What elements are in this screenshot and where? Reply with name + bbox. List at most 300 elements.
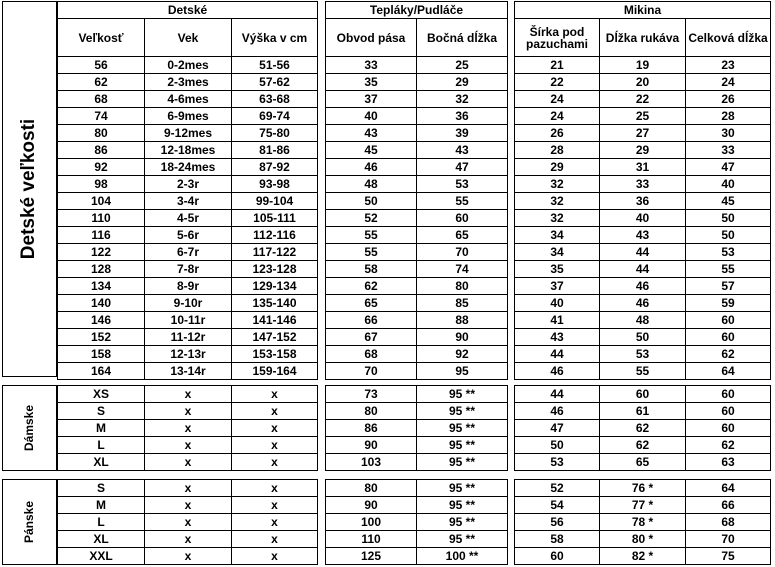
table-cell: 105-111 bbox=[232, 210, 318, 227]
rukav-header: Dĺžka rukáva bbox=[600, 19, 686, 57]
kids-teplaky-table bbox=[325, 1, 507, 380]
table-cell: 100 ** bbox=[417, 548, 508, 565]
kids-detske-body bbox=[58, 57, 318, 380]
table-cell: 35 bbox=[326, 74, 417, 91]
table-cell: M bbox=[58, 497, 145, 514]
table-cell: 78 * bbox=[600, 514, 686, 531]
table-cell: 50 bbox=[600, 329, 686, 346]
table-cell: 64 bbox=[686, 480, 771, 497]
table-cell: 47 bbox=[515, 420, 600, 437]
table-cell: 57 bbox=[686, 278, 771, 295]
table-row bbox=[58, 159, 318, 176]
table-cell: 34 bbox=[515, 227, 600, 244]
women-teplaky-body bbox=[326, 386, 508, 471]
table-cell: 45 bbox=[326, 142, 417, 159]
table-cell: x bbox=[232, 403, 318, 420]
table-cell: 43 bbox=[326, 125, 417, 142]
women-side-label-cell bbox=[2, 385, 57, 471]
table-row bbox=[58, 420, 318, 437]
table-cell: 46 bbox=[326, 159, 417, 176]
table-cell: 146 bbox=[58, 312, 145, 329]
table-cell: 44 bbox=[515, 346, 600, 363]
table-row bbox=[58, 480, 318, 497]
table-row bbox=[58, 531, 318, 548]
table-cell: 51-56 bbox=[232, 57, 318, 74]
table-cell: 25 bbox=[417, 57, 508, 74]
table-cell: 30 bbox=[686, 125, 771, 142]
kids-teplaky-body bbox=[326, 57, 508, 380]
table-cell: 88 bbox=[417, 312, 508, 329]
table-row bbox=[58, 142, 318, 159]
table-cell: 32 bbox=[515, 210, 600, 227]
table-row bbox=[326, 480, 508, 497]
table-cell: 39 bbox=[417, 125, 508, 142]
table-cell: 8-9r bbox=[145, 278, 232, 295]
table-cell: 76 * bbox=[600, 480, 686, 497]
table-cell: x bbox=[145, 531, 232, 548]
table-row bbox=[326, 363, 508, 380]
table-cell: XL bbox=[58, 531, 145, 548]
table-cell: 153-158 bbox=[232, 346, 318, 363]
table-cell: 55 bbox=[686, 261, 771, 278]
table-row bbox=[326, 420, 508, 437]
table-cell: XXL bbox=[58, 548, 145, 565]
table-cell: 64 bbox=[686, 363, 771, 380]
table-cell: 0-2mes bbox=[145, 57, 232, 74]
table-row bbox=[326, 531, 508, 548]
table-row bbox=[58, 210, 318, 227]
table-cell: 90 bbox=[326, 437, 417, 454]
table-cell: 86 bbox=[58, 142, 145, 159]
table-cell: 48 bbox=[600, 312, 686, 329]
table-row bbox=[326, 125, 508, 142]
table-row bbox=[58, 108, 318, 125]
table-cell: 75 bbox=[686, 548, 771, 565]
table-cell: 95 ** bbox=[417, 531, 508, 548]
table-cell: 60 bbox=[686, 312, 771, 329]
table-cell: 12-13r bbox=[145, 346, 232, 363]
table-cell: 21 bbox=[515, 57, 600, 74]
table-cell: x bbox=[145, 497, 232, 514]
table-cell: 122 bbox=[58, 244, 145, 261]
table-cell: 152 bbox=[58, 329, 145, 346]
table-cell: x bbox=[232, 548, 318, 565]
table-cell: 70 bbox=[686, 531, 771, 548]
table-cell: 68 bbox=[58, 91, 145, 108]
table-cell: 68 bbox=[686, 514, 771, 531]
table-row bbox=[326, 91, 508, 108]
table-cell: 20 bbox=[600, 74, 686, 91]
table-cell: x bbox=[232, 497, 318, 514]
kids-mikina-body bbox=[515, 57, 771, 380]
table-cell: 140 bbox=[58, 295, 145, 312]
table-cell: 3-4r bbox=[145, 193, 232, 210]
women-mikina-table bbox=[514, 385, 770, 471]
table-cell: 53 bbox=[515, 454, 600, 471]
table-cell: 87-92 bbox=[232, 159, 318, 176]
table-cell: x bbox=[145, 454, 232, 471]
table-row bbox=[326, 159, 508, 176]
table-row bbox=[326, 74, 508, 91]
table-row bbox=[326, 142, 508, 159]
table-cell: 104 bbox=[58, 193, 145, 210]
table-cell: 56 bbox=[58, 57, 145, 74]
table-row bbox=[58, 227, 318, 244]
table-cell: 60 bbox=[686, 329, 771, 346]
table-cell: 85 bbox=[417, 295, 508, 312]
table-row bbox=[515, 346, 771, 363]
table-cell: 53 bbox=[417, 176, 508, 193]
table-cell: 47 bbox=[417, 159, 508, 176]
table-cell: 13-14r bbox=[145, 363, 232, 380]
table-cell: 2-3mes bbox=[145, 74, 232, 91]
table-cell: 147-152 bbox=[232, 329, 318, 346]
table-row bbox=[515, 514, 771, 531]
table-cell: 81-86 bbox=[232, 142, 318, 159]
table-cell: 4-6mes bbox=[145, 91, 232, 108]
table-row bbox=[515, 159, 771, 176]
table-row bbox=[58, 403, 318, 420]
table-row bbox=[58, 437, 318, 454]
men-side-label: Pánske bbox=[22, 500, 37, 544]
table-cell: 43 bbox=[515, 329, 600, 346]
table-cell: XL bbox=[58, 454, 145, 471]
table-cell: x bbox=[232, 514, 318, 531]
table-cell: 34 bbox=[515, 244, 600, 261]
table-row bbox=[515, 91, 771, 108]
table-cell: 129-134 bbox=[232, 278, 318, 295]
table-cell: 52 bbox=[515, 480, 600, 497]
table-cell: 46 bbox=[515, 403, 600, 420]
celkova-header: Celková dĺžka bbox=[686, 19, 771, 57]
table-cell: 40 bbox=[515, 295, 600, 312]
table-cell: 52 bbox=[326, 210, 417, 227]
table-row bbox=[326, 514, 508, 531]
table-cell: 70 bbox=[417, 244, 508, 261]
table-cell: 77 * bbox=[600, 497, 686, 514]
table-cell: 19 bbox=[600, 57, 686, 74]
table-cell: x bbox=[232, 454, 318, 471]
table-row bbox=[326, 57, 508, 74]
table-cell: 23 bbox=[686, 57, 771, 74]
table-cell: 67 bbox=[326, 329, 417, 346]
table-cell: 135-140 bbox=[232, 295, 318, 312]
table-row bbox=[515, 244, 771, 261]
table-cell: 117-122 bbox=[232, 244, 318, 261]
table-cell: 32 bbox=[515, 176, 600, 193]
table-cell: 62 bbox=[58, 74, 145, 91]
table-cell: 60 bbox=[686, 403, 771, 420]
table-cell: 54 bbox=[515, 497, 600, 514]
sirka-header: Šírka pod pazuchami bbox=[515, 19, 600, 57]
table-cell: 55 bbox=[326, 244, 417, 261]
table-cell: x bbox=[232, 386, 318, 403]
table-cell: 36 bbox=[417, 108, 508, 125]
table-cell: 2-3r bbox=[145, 176, 232, 193]
table-row bbox=[58, 57, 318, 74]
table-cell: 62 bbox=[686, 437, 771, 454]
table-cell: 44 bbox=[515, 386, 600, 403]
table-row bbox=[58, 125, 318, 142]
table-cell: 22 bbox=[515, 74, 600, 91]
table-cell: 5-6r bbox=[145, 227, 232, 244]
men-side-label-cell bbox=[2, 479, 57, 565]
table-row bbox=[515, 480, 771, 497]
table-cell: 26 bbox=[515, 125, 600, 142]
table-cell: 112-116 bbox=[232, 227, 318, 244]
table-cell: 46 bbox=[515, 363, 600, 380]
table-cell: 68 bbox=[326, 346, 417, 363]
table-cell: 24 bbox=[515, 108, 600, 125]
kids-side-label: Detské veľkosti bbox=[18, 118, 40, 260]
table-row bbox=[326, 278, 508, 295]
table-cell: 40 bbox=[686, 176, 771, 193]
table-cell: 48 bbox=[326, 176, 417, 193]
table-cell: x bbox=[145, 548, 232, 565]
table-cell: 95 bbox=[417, 363, 508, 380]
table-cell: 58 bbox=[326, 261, 417, 278]
table-cell: L bbox=[58, 514, 145, 531]
table-cell: 164 bbox=[58, 363, 145, 380]
table-cell: x bbox=[145, 437, 232, 454]
table-cell: 31 bbox=[600, 159, 686, 176]
table-row bbox=[326, 210, 508, 227]
table-cell: 50 bbox=[686, 227, 771, 244]
table-row bbox=[515, 312, 771, 329]
table-cell: 159-164 bbox=[232, 363, 318, 380]
men-detske-table bbox=[57, 479, 317, 565]
table-cell: 33 bbox=[326, 57, 417, 74]
table-row bbox=[515, 437, 771, 454]
table-row bbox=[58, 193, 318, 210]
vyska-header: Výška v cm bbox=[232, 19, 318, 57]
table-cell: 11-12r bbox=[145, 329, 232, 346]
table-row bbox=[58, 386, 318, 403]
table-row bbox=[326, 497, 508, 514]
table-cell: 80 * bbox=[600, 531, 686, 548]
table-cell: 116 bbox=[58, 227, 145, 244]
table-cell: 63-68 bbox=[232, 91, 318, 108]
table-cell: 92 bbox=[58, 159, 145, 176]
table-cell: 58 bbox=[515, 531, 600, 548]
table-cell: 33 bbox=[600, 176, 686, 193]
table-row bbox=[515, 454, 771, 471]
table-row bbox=[515, 403, 771, 420]
table-cell: 99-104 bbox=[232, 193, 318, 210]
table-cell: 27 bbox=[600, 125, 686, 142]
table-row bbox=[515, 386, 771, 403]
men-teplaky-table bbox=[325, 479, 507, 565]
table-cell: 86 bbox=[326, 420, 417, 437]
table-row bbox=[515, 176, 771, 193]
table-cell: 40 bbox=[326, 108, 417, 125]
table-cell: 93-98 bbox=[232, 176, 318, 193]
table-cell: 62 bbox=[686, 346, 771, 363]
table-cell: 44 bbox=[600, 261, 686, 278]
table-row bbox=[326, 176, 508, 193]
men-teplaky-body bbox=[326, 480, 508, 565]
table-cell: 90 bbox=[326, 497, 417, 514]
table-row bbox=[515, 497, 771, 514]
men-mikina-body bbox=[515, 480, 771, 565]
table-cell: 43 bbox=[417, 142, 508, 159]
table-cell: 110 bbox=[58, 210, 145, 227]
table-cell: 57-62 bbox=[232, 74, 318, 91]
table-cell: 141-146 bbox=[232, 312, 318, 329]
table-cell: 45 bbox=[686, 193, 771, 210]
table-row bbox=[58, 329, 318, 346]
table-cell: 62 bbox=[326, 278, 417, 295]
table-cell: 80 bbox=[417, 278, 508, 295]
women-detske-body bbox=[58, 386, 318, 471]
table-cell: 82 * bbox=[600, 548, 686, 565]
teplaky-group-header: Tepláky/Pudláče bbox=[326, 2, 508, 19]
table-row bbox=[58, 91, 318, 108]
table-cell: 65 bbox=[600, 454, 686, 471]
table-cell: x bbox=[145, 386, 232, 403]
table-cell: 95 ** bbox=[417, 403, 508, 420]
table-cell: 125 bbox=[326, 548, 417, 565]
table-cell: 61 bbox=[600, 403, 686, 420]
table-cell: 25 bbox=[600, 108, 686, 125]
table-row bbox=[58, 548, 318, 565]
table-cell: x bbox=[145, 420, 232, 437]
table-cell: 53 bbox=[686, 244, 771, 261]
table-cell: 32 bbox=[417, 91, 508, 108]
table-cell: 24 bbox=[686, 74, 771, 91]
kids-side-label-cell bbox=[2, 1, 57, 377]
table-cell: 56 bbox=[515, 514, 600, 531]
table-cell: 128 bbox=[58, 261, 145, 278]
table-cell: 63 bbox=[686, 454, 771, 471]
table-cell: 10-11r bbox=[145, 312, 232, 329]
table-cell: 95 ** bbox=[417, 386, 508, 403]
table-cell: 74 bbox=[417, 261, 508, 278]
table-cell: 59 bbox=[686, 295, 771, 312]
table-cell: 75-80 bbox=[232, 125, 318, 142]
table-row bbox=[515, 261, 771, 278]
table-row bbox=[326, 403, 508, 420]
table-cell: 40 bbox=[600, 210, 686, 227]
table-row bbox=[58, 176, 318, 193]
table-cell: 12-18mes bbox=[145, 142, 232, 159]
table-cell: 50 bbox=[515, 437, 600, 454]
table-row bbox=[515, 420, 771, 437]
table-cell: 50 bbox=[686, 210, 771, 227]
table-row bbox=[58, 497, 318, 514]
women-side-label: Dámske bbox=[22, 404, 37, 452]
vek-header: Vek bbox=[145, 19, 232, 57]
mikina-group-header: Mikina bbox=[515, 2, 771, 19]
table-cell: 66 bbox=[686, 497, 771, 514]
table-cell: 29 bbox=[600, 142, 686, 159]
table-row bbox=[515, 125, 771, 142]
table-row bbox=[515, 531, 771, 548]
table-cell: x bbox=[232, 437, 318, 454]
table-cell: 29 bbox=[417, 74, 508, 91]
table-cell: 33 bbox=[686, 142, 771, 159]
table-row bbox=[515, 108, 771, 125]
table-row bbox=[515, 210, 771, 227]
bocna-header: Bočná dĺžka bbox=[417, 19, 508, 57]
table-cell: 36 bbox=[600, 193, 686, 210]
table-cell: 62 bbox=[600, 420, 686, 437]
table-cell: 55 bbox=[417, 193, 508, 210]
table-row bbox=[326, 329, 508, 346]
table-cell: 60 bbox=[686, 420, 771, 437]
women-teplaky-table bbox=[325, 385, 507, 471]
table-cell: 95 ** bbox=[417, 497, 508, 514]
table-row bbox=[58, 363, 318, 380]
table-cell: 95 ** bbox=[417, 437, 508, 454]
table-cell: 46 bbox=[600, 295, 686, 312]
table-cell: x bbox=[145, 514, 232, 531]
table-row bbox=[326, 454, 508, 471]
detske-group-header: Detské bbox=[58, 2, 318, 19]
table-cell: 9-10r bbox=[145, 295, 232, 312]
table-row bbox=[515, 74, 771, 91]
table-cell: 28 bbox=[515, 142, 600, 159]
table-row bbox=[58, 244, 318, 261]
table-cell: 80 bbox=[58, 125, 145, 142]
table-cell: 37 bbox=[326, 91, 417, 108]
table-row bbox=[326, 386, 508, 403]
table-cell: 55 bbox=[600, 363, 686, 380]
table-row bbox=[58, 74, 318, 91]
table-cell: 69-74 bbox=[232, 108, 318, 125]
table-cell: S bbox=[58, 403, 145, 420]
table-cell: 95 ** bbox=[417, 514, 508, 531]
table-cell: x bbox=[232, 531, 318, 548]
table-cell: 47 bbox=[686, 159, 771, 176]
kids-mikina-table bbox=[514, 1, 770, 380]
table-cell: 134 bbox=[58, 278, 145, 295]
table-row bbox=[326, 261, 508, 278]
table-cell: 66 bbox=[326, 312, 417, 329]
velkost-header: Veľkosť bbox=[58, 19, 145, 57]
table-cell: 70 bbox=[326, 363, 417, 380]
table-cell: 6-9mes bbox=[145, 108, 232, 125]
table-row bbox=[515, 295, 771, 312]
table-cell: 73 bbox=[326, 386, 417, 403]
table-cell: 92 bbox=[417, 346, 508, 363]
table-row bbox=[515, 57, 771, 74]
women-detske-table bbox=[57, 385, 317, 471]
table-row bbox=[515, 193, 771, 210]
table-row bbox=[326, 227, 508, 244]
table-cell: 24 bbox=[515, 91, 600, 108]
table-row bbox=[326, 295, 508, 312]
table-cell: 60 bbox=[515, 548, 600, 565]
table-cell: XS bbox=[58, 386, 145, 403]
table-row bbox=[326, 437, 508, 454]
table-cell: 95 ** bbox=[417, 420, 508, 437]
table-cell: 60 bbox=[600, 386, 686, 403]
table-cell: 95 ** bbox=[417, 454, 508, 471]
table-cell: 100 bbox=[326, 514, 417, 531]
table-cell: 50 bbox=[326, 193, 417, 210]
table-cell: 55 bbox=[326, 227, 417, 244]
table-cell: 29 bbox=[515, 159, 600, 176]
obvod-header: Obvod pása bbox=[326, 19, 417, 57]
table-cell: 90 bbox=[417, 329, 508, 346]
table-row bbox=[326, 312, 508, 329]
table-row bbox=[58, 295, 318, 312]
table-cell: 22 bbox=[600, 91, 686, 108]
table-row bbox=[515, 278, 771, 295]
table-cell: 80 bbox=[326, 403, 417, 420]
women-mikina-body bbox=[515, 386, 771, 471]
